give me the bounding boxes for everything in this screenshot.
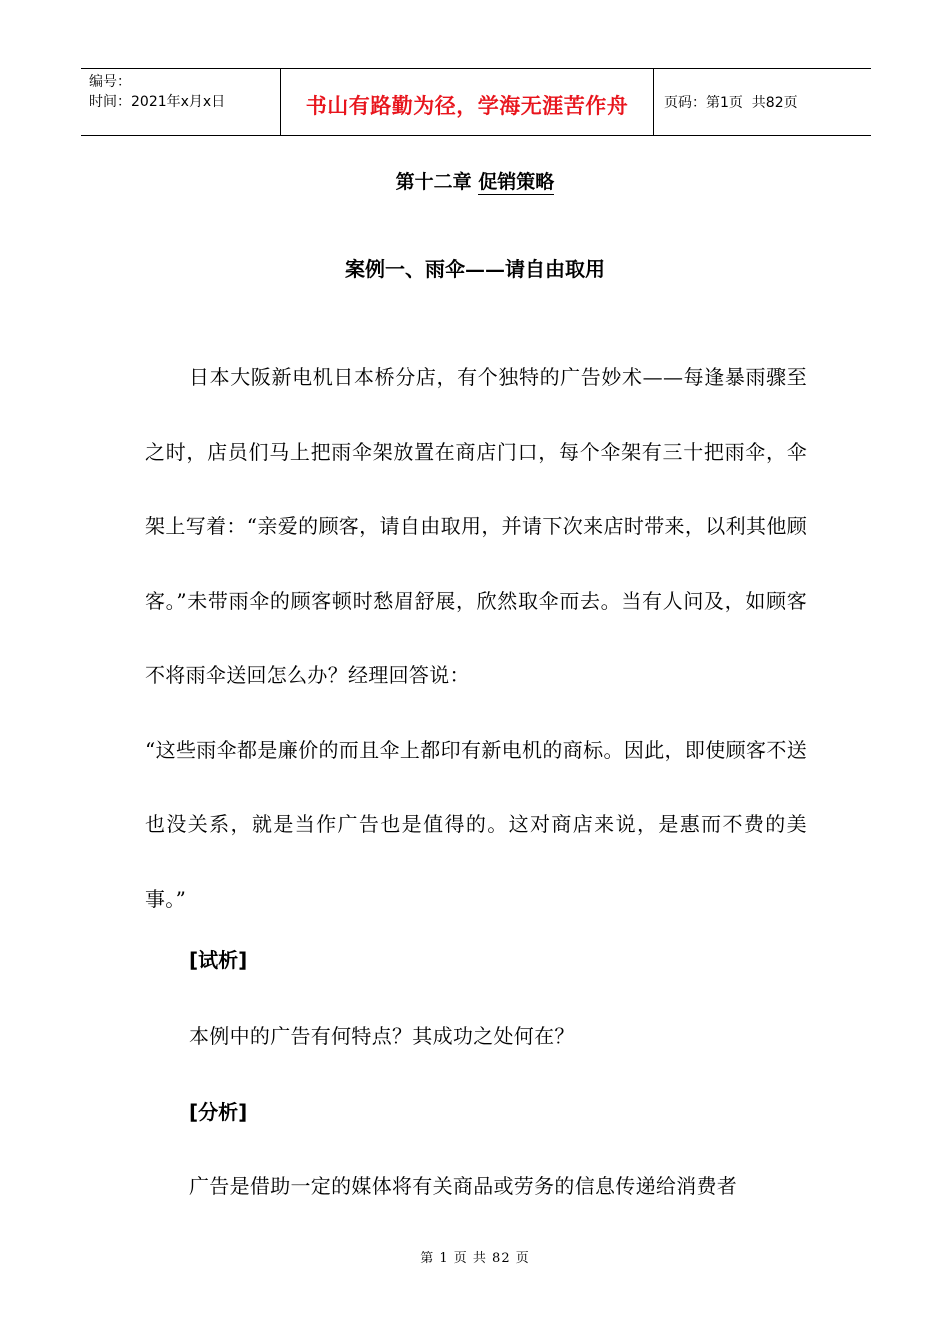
- header-motto-cell: [281, 69, 654, 135]
- motto-text: 书山有路勤为径，学海无涯苦作舟: [305, 94, 629, 118]
- chapter-name: 促销策略: [478, 171, 555, 193]
- story-paragraph-2: “这些雨伞都是廉价的而且伞上都印有新电机的商标。因此，即使顾客不送也没关系，就是当作广告也是值得的。这对商店来说，是惠而不费的美事。”: [145, 737, 807, 911]
- serial-label: 编号：: [89, 74, 131, 90]
- chapter-title: [0, 168, 950, 196]
- page-footer: 第 1 页 共 82 页: [420, 1251, 530, 1266]
- header-meta-cell: [81, 69, 281, 135]
- header-page-cell: [654, 69, 871, 135]
- page-header: [81, 68, 871, 136]
- case-title: 案例一、雨伞——请自由取用: [345, 257, 605, 281]
- analysis-heading: [试析]: [189, 948, 248, 972]
- story-body: [145, 340, 807, 936]
- page-info: 页码：第1页 共82页: [664, 95, 798, 111]
- answer-text: 广告是借助一定的媒体将有关商品或劳务的信息传递给消费者: [189, 1174, 738, 1198]
- analysis-question: 本例中的广告有何特点？其成功之处何在？: [189, 1024, 575, 1048]
- date-label: 时间：2021年x月x日: [89, 94, 226, 110]
- story-paragraph-1: 日本大阪新电机日本桥分店，有个独特的广告妙术——每逢暴雨骤至之时，店员们马上把雨伞架放置在商店门口，每个伞架有三十把雨伞，伞架上写着：“亲爱的顾客，请自由取用，并请下次来店时带来，以利其他顾客。”未带雨伞的顾客顿时愁眉舒展，欣然取伞而去。当有人问及，如顾客不将雨伞送回怎么办？经理回答说：: [145, 365, 807, 687]
- answer-heading: [分析]: [189, 1100, 248, 1124]
- chapter-prefix: 第十二章: [395, 171, 479, 193]
